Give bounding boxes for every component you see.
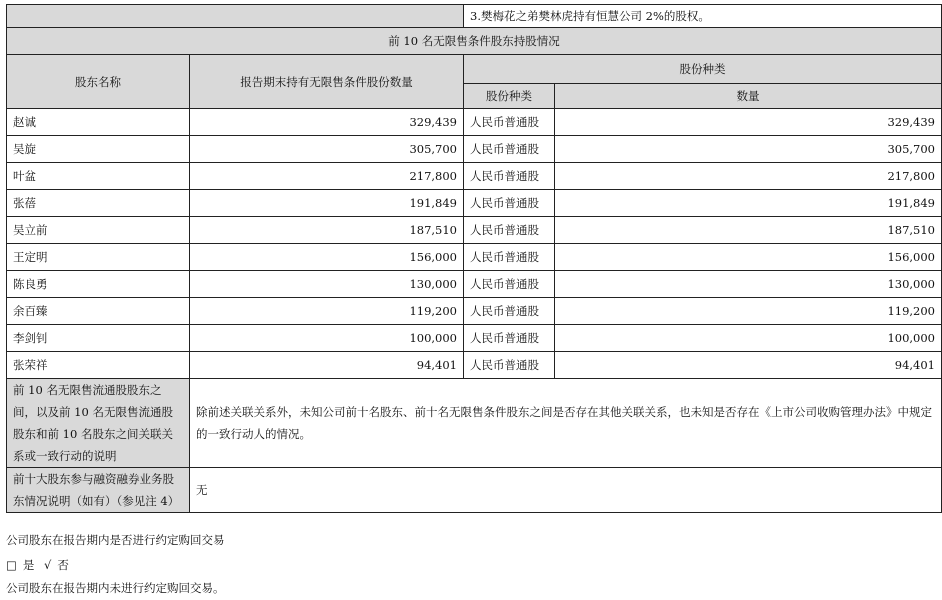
table-row (7, 163, 942, 190)
table-row (7, 271, 942, 298)
shareholder-name: 陈良勇 (7, 271, 190, 298)
quantity-held: 100,000 (190, 325, 464, 352)
header-share-type-group: 股份种类 (464, 55, 942, 84)
shareholder-name: 李剑钊 (7, 325, 190, 352)
share-type: 人民币普通股 (464, 244, 555, 271)
yes-label: 是 (22, 558, 35, 572)
share-type: 人民币普通股 (464, 136, 555, 163)
share-type: 人民币普通股 (464, 217, 555, 244)
quantity-held: 130,000 (190, 271, 464, 298)
table-row (7, 244, 942, 271)
table-row (7, 109, 942, 136)
checkmark-icon: √ (44, 558, 52, 572)
note-blank-cell (7, 5, 464, 28)
table-row (7, 217, 942, 244)
quantity-held: 94,401 (190, 352, 464, 379)
share-type: 人民币普通股 (464, 190, 555, 217)
share-type: 人民币普通股 (464, 298, 555, 325)
shareholder-name: 吴旋 (7, 136, 190, 163)
section-title-row (7, 28, 942, 55)
share-quantity: 94,401 (555, 352, 942, 379)
quantity-held: 187,510 (190, 217, 464, 244)
table-row (7, 190, 942, 217)
quantity-held: 191,849 (190, 190, 464, 217)
relation-row (7, 379, 942, 468)
table-row (7, 352, 942, 379)
table-row (7, 325, 942, 352)
margin-trading-label: 前十大股东参与融资融券业务股东情况说明（如有）（参见注 4） (7, 468, 190, 513)
note-row (7, 5, 942, 28)
share-type: 人民币普通股 (464, 325, 555, 352)
share-quantity: 100,000 (555, 325, 942, 352)
share-quantity: 191,849 (555, 190, 942, 217)
quantity-held: 305,700 (190, 136, 464, 163)
margin-trading-text: 无 (190, 468, 942, 513)
shareholder-name: 赵诚 (7, 109, 190, 136)
header-shareholder-name: 股东名称 (7, 55, 190, 109)
relation-label: 前 10 名无限售流通股股东之间，以及前 10 名无限售流通股股东和前 10 名股东之间关联关系或一致行动的说明 (7, 379, 190, 468)
quantity-held: 119,200 (190, 298, 464, 325)
share-quantity: 156,000 (555, 244, 942, 271)
shareholder-name: 叶盆 (7, 163, 190, 190)
quantity-held: 329,439 (190, 109, 464, 136)
relation-text: 除前述关联关系外，未知公司前十名股东、前十名无限售条件股东之间是否存在其他关联关系，也未知是否存在《上市公司收购管理办法》中规定的一致行动人的情况。 (190, 379, 942, 468)
share-quantity: 187,510 (555, 217, 942, 244)
yes-checkbox-icon: □ (6, 558, 17, 572)
shareholder-name: 余百臻 (7, 298, 190, 325)
share-quantity: 329,439 (555, 109, 942, 136)
quantity-held: 217,800 (190, 163, 464, 190)
shareholder-name: 张荣祥 (7, 352, 190, 379)
table-row (7, 136, 942, 163)
no-label: 否 (57, 558, 69, 572)
share-type: 人民币普通股 (464, 109, 555, 136)
table-row (7, 298, 942, 325)
shareholder-name: 王定明 (7, 244, 190, 271)
repurchase-options (6, 557, 69, 573)
share-quantity: 130,000 (555, 271, 942, 298)
shareholder-table (6, 4, 942, 513)
header-quantity-held: 报告期末持有无限售条件股份数量 (190, 55, 464, 109)
header-quantity: 数量 (555, 84, 942, 109)
margin-trading-row (7, 468, 942, 513)
share-quantity: 217,800 (555, 163, 942, 190)
share-type: 人民币普通股 (464, 163, 555, 190)
repurchase-conclusion: 公司股东在报告期内未进行约定购回交易。 (6, 581, 225, 595)
section-title: 前 10 名无限售条件股东持股情况 (7, 28, 942, 55)
note-cell: 3.樊梅花之弟樊林虎持有恒慧公司 2%的股权。 (464, 5, 942, 28)
share-quantity: 305,700 (555, 136, 942, 163)
shareholder-name: 张蓓 (7, 190, 190, 217)
shareholder-name: 吴立前 (7, 217, 190, 244)
share-type: 人民币普通股 (464, 271, 555, 298)
header-row-1 (7, 55, 942, 84)
share-type: 人民币普通股 (464, 352, 555, 379)
header-share-type: 股份种类 (464, 84, 555, 109)
repurchase-question: 公司股东在报告期内是否进行约定购回交易 (6, 533, 225, 547)
quantity-held: 156,000 (190, 244, 464, 271)
share-quantity: 119,200 (555, 298, 942, 325)
